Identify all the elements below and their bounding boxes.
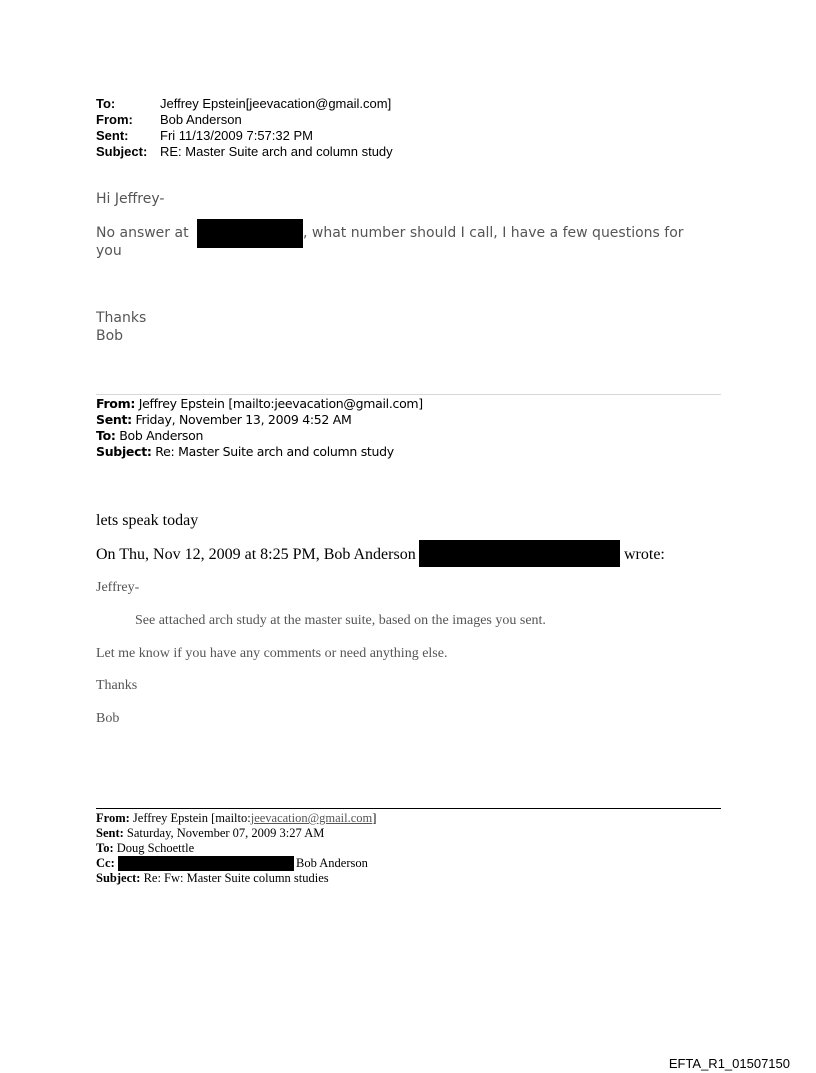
to-value: Jeffrey Epstein[jeevacation@gmail.com] (160, 96, 392, 111)
subject-value: Re: Master Suite arch and column study (155, 444, 394, 459)
subject-label: Subject: (96, 144, 148, 159)
sent-label: Sent: (96, 128, 129, 143)
from-label: From: (96, 396, 136, 411)
subject-label: Subject: (96, 871, 141, 885)
message-1-line1-after: , what number should I call, I have a few questions for (303, 225, 684, 241)
quote-intro (96, 545, 716, 569)
cc-label: Cc: (96, 856, 115, 870)
message-1-thanks: Thanks (96, 310, 147, 326)
quote-intro-after: wrote: (624, 546, 665, 563)
divider (96, 394, 721, 395)
redaction-box (197, 219, 303, 248)
quoted-line1: See attached arch study at the master suite, based on the images you sent. (135, 613, 546, 628)
quoted-greeting: Jeffrey- (96, 580, 140, 595)
redaction-box (419, 540, 620, 567)
quoted-signature: Bob (96, 711, 120, 726)
from-label: From: (96, 811, 130, 825)
message-2-body: lets speak today (96, 512, 199, 529)
redaction-box (118, 856, 294, 871)
from-value: Bob Anderson (160, 112, 242, 127)
sent-label: Sent: (96, 826, 124, 840)
email-header-2 (96, 396, 696, 462)
document-id: EFTA_R1_01507150 (668, 1056, 790, 1071)
message-1-line2: you (96, 243, 122, 259)
email-link[interactable]: jeevacation@gmail.com (250, 811, 373, 825)
to-label: To: (96, 841, 114, 855)
to-label: To: (96, 428, 116, 443)
quoted-thanks: Thanks (96, 678, 138, 693)
to-value: Bob Anderson (119, 428, 204, 443)
from-value-prefix: Jeffrey Epstein [mailto: (132, 811, 251, 825)
subject-value: Re: Fw: Master Suite column studies (143, 871, 329, 885)
from-label: From: (96, 112, 133, 127)
sent-value: Fri 11/13/2009 7:57:32 PM (160, 128, 313, 143)
from-value-suffix: ] (372, 811, 377, 825)
sent-value: Friday, November 13, 2009 4:52 AM (135, 412, 352, 427)
sent-label: Sent: (96, 412, 132, 427)
subject-label: Subject: (96, 444, 152, 459)
message-1-signature: Bob (96, 328, 124, 344)
from-value: Jeffrey Epstein [mailto:jeevacation@gmail.com] (138, 396, 423, 411)
quoted-line2: Let me know if you have any comments or need anything else. (96, 646, 448, 661)
message-1-greeting: Hi Jeffrey- (96, 191, 165, 207)
divider (96, 808, 721, 809)
to-label: To: (96, 96, 116, 111)
to-value: Doug Schoettle (116, 841, 195, 855)
message-1-line1-before: No answer at (96, 225, 189, 241)
email-header-3 (96, 810, 696, 890)
email-header-1 (96, 96, 596, 162)
subject-value: RE: Master Suite arch and column study (160, 144, 393, 159)
message-1-line1 (96, 224, 736, 244)
cc-value: Bob Anderson (296, 856, 368, 870)
quote-intro-before: On Thu, Nov 12, 2009 at 8:25 PM, Bob Anderson (96, 546, 416, 563)
sent-value: Saturday, November 07, 2009 3:27 AM (126, 826, 325, 840)
